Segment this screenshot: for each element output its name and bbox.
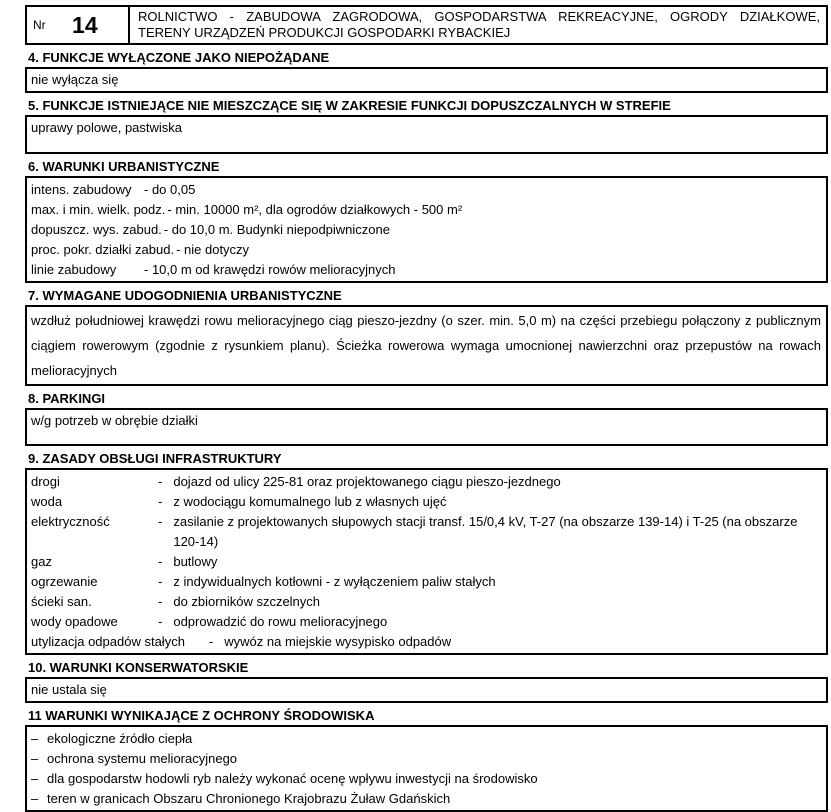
condition-value: - do 0,05 (144, 182, 196, 197)
zone-number-label: Nr (33, 18, 46, 32)
condition-value: - min. 10000 m², dla ogrodów działkowych - 500 m² (167, 202, 463, 217)
section8-content: w/g potrzeb w obrębie działki (31, 413, 198, 428)
infrastructure-value: dojazd od ulicy 225-81 oraz projektowanego ciągu pieszo-jezdnego (173, 474, 561, 489)
section5-content-box (25, 115, 828, 154)
dash-separator: - (158, 494, 163, 509)
section7-content: wzdłuż południowej krawędzi rowu melioracyjnego ciąg pieszo-jezdny (o szer. min. 5,0 m) na części przebiegu połączony z publicznym ciągiem rowerowym (zgodnie z rysunkiem planu). Ścieżka rowerowa wymaga umocnionej nawierzchni oraz przepustów na rowach melioracyjnych (31, 313, 821, 378)
environment-item (31, 749, 821, 769)
dash-bullet: – (31, 751, 39, 766)
urban-condition-row (31, 180, 821, 200)
urban-condition-row (31, 200, 821, 220)
infrastructure-row (31, 632, 821, 652)
infrastructure-label: gaz (31, 554, 52, 569)
section5-heading: 5. FUNKCJE ISTNIEJĄCE NIE MIESZCZĄCE SIĘ W ZAKRESIE FUNKCJI DOPUSZCZALNYCH W STREFIE (28, 98, 671, 113)
section11-heading: 11 WARUNKI WYNIKAJĄCE Z OCHRONY ŚRODOWISKA (28, 708, 375, 723)
dash-separator: - (158, 614, 163, 629)
infrastructure-row (31, 572, 821, 592)
infrastructure-value: odprowadzić do rowu melioracyjnego (173, 614, 388, 629)
environment-item-text: ekologiczne źródło ciepła (47, 731, 193, 746)
infrastructure-label: woda (31, 494, 63, 509)
section10-heading: 10. WARUNKI KONSERWATORSKIE (28, 660, 249, 675)
dash-separator: - (158, 574, 163, 589)
infrastructure-label: ogrzewanie (31, 574, 98, 589)
section8-content-box (25, 408, 828, 446)
zone-header (25, 5, 828, 45)
dash-bullet: – (31, 791, 39, 806)
infrastructure-label: elektryczność (31, 514, 110, 529)
infrastructure-value: zasilanie z projektowanych słupowych stacji transf. 15/0,4 kV, T-27 (na obszarze 139-14) i T-25 (na obszarze 120-14) (173, 514, 798, 549)
condition-value: - 10,0 m od krawędzi rowów melioracyjnych (144, 262, 396, 277)
section4-content: nie wyłącza się (31, 72, 119, 87)
dash-bullet: – (31, 731, 39, 746)
zone-number-value: 14 (72, 11, 98, 38)
section11-content-box (25, 725, 828, 812)
section5-content: uprawy polowe, pastwiska (31, 120, 183, 135)
infrastructure-label: drogi (31, 474, 60, 489)
section4-content-box (25, 67, 828, 93)
infrastructure-row (31, 512, 821, 552)
condition-label: max. i min. wielk. podz. (31, 202, 166, 217)
infrastructure-row (31, 492, 821, 512)
dash-separator: - (158, 474, 163, 489)
dash-separator: - (158, 554, 163, 569)
infrastructure-label: utylizacja odpadów stałych (31, 634, 185, 649)
condition-label: intens. zabudowy (31, 182, 132, 197)
zone-title-line1: ROLNICTWO - ZABUDOWA ZAGRODOWA, GOSPODARSTWA REKREACYJNE, OGRODY DZIAŁKOWE, (138, 9, 820, 24)
section4-heading: 4. FUNKCJE WYŁĄCZONE JAKO NIEPOŻĄDANE (28, 50, 330, 65)
infrastructure-row (31, 612, 821, 632)
environment-item (31, 769, 821, 789)
condition-label: dopuszcz. wys. zabud. (31, 222, 162, 237)
section10-content-box (25, 677, 828, 703)
infrastructure-value: butlowy (173, 554, 218, 569)
zone-title-cell (130, 7, 826, 43)
section8-heading: 8. PARKINGI (28, 391, 106, 406)
infrastructure-value: wywóz na miejskie wysypisko odpadów (224, 634, 452, 649)
section7-content-box (25, 305, 828, 386)
dash-bullet: – (31, 771, 39, 786)
condition-value: - do 10,0 m. Budynki niepodpiwniczone (163, 222, 390, 237)
infrastructure-row (31, 592, 821, 612)
section7-heading: 7. WYMAGANE UDOGODNIENIA URBANISTYCZNE (28, 288, 342, 303)
section10-content: nie ustala się (31, 682, 107, 697)
dash-separator: - (158, 594, 163, 609)
environment-item (31, 789, 821, 809)
condition-label: proc. pokr. działki zabud. (31, 242, 175, 257)
infrastructure-label: wody opadowe (31, 614, 118, 629)
dash-separator: - (208, 634, 214, 649)
urban-condition-row (31, 220, 821, 240)
infrastructure-label: ścieki san. (31, 594, 92, 609)
infrastructure-value: z indywidualnych kotłowni - z wyłączeniem paliw stałych (173, 574, 496, 589)
infrastructure-value: z wodociągu komumalnego lub z własnych ujęć (173, 494, 447, 509)
environment-item-text: dla gospodarstw hodowli ryb należy wykonać ocenę wpływu inwestycji na środowisko (47, 771, 538, 786)
condition-label: linie zabudowy (31, 262, 117, 277)
condition-value: - nie dotyczy (176, 242, 250, 257)
environment-item-text: teren w granicach Obszaru Chronionego Krajobrazu Żuław Gdańskich (47, 791, 451, 806)
dash-separator: - (158, 514, 163, 529)
urban-condition-row (31, 240, 821, 260)
environment-item-text: ochrona systemu melioracyjnego (47, 751, 238, 766)
section6-content-box (25, 176, 828, 283)
section9-content-box (25, 468, 828, 655)
zone-number-cell (27, 7, 130, 43)
urban-condition-row (31, 260, 821, 280)
infrastructure-row (31, 552, 821, 572)
infrastructure-row (31, 472, 821, 492)
infrastructure-value: do zbiorników szczelnych (173, 594, 321, 609)
zone-title-line2: TERENY URZĄDZEŃ PRODUKCJI GOSPODARKI RYBACKIEJ (138, 25, 511, 40)
section6-heading: 6. WARUNKI URBANISTYCZNE (28, 159, 220, 174)
environment-item (31, 729, 821, 749)
section9-heading: 9. ZASADY OBSŁUGI INFRASTRUKTURY (28, 451, 282, 466)
